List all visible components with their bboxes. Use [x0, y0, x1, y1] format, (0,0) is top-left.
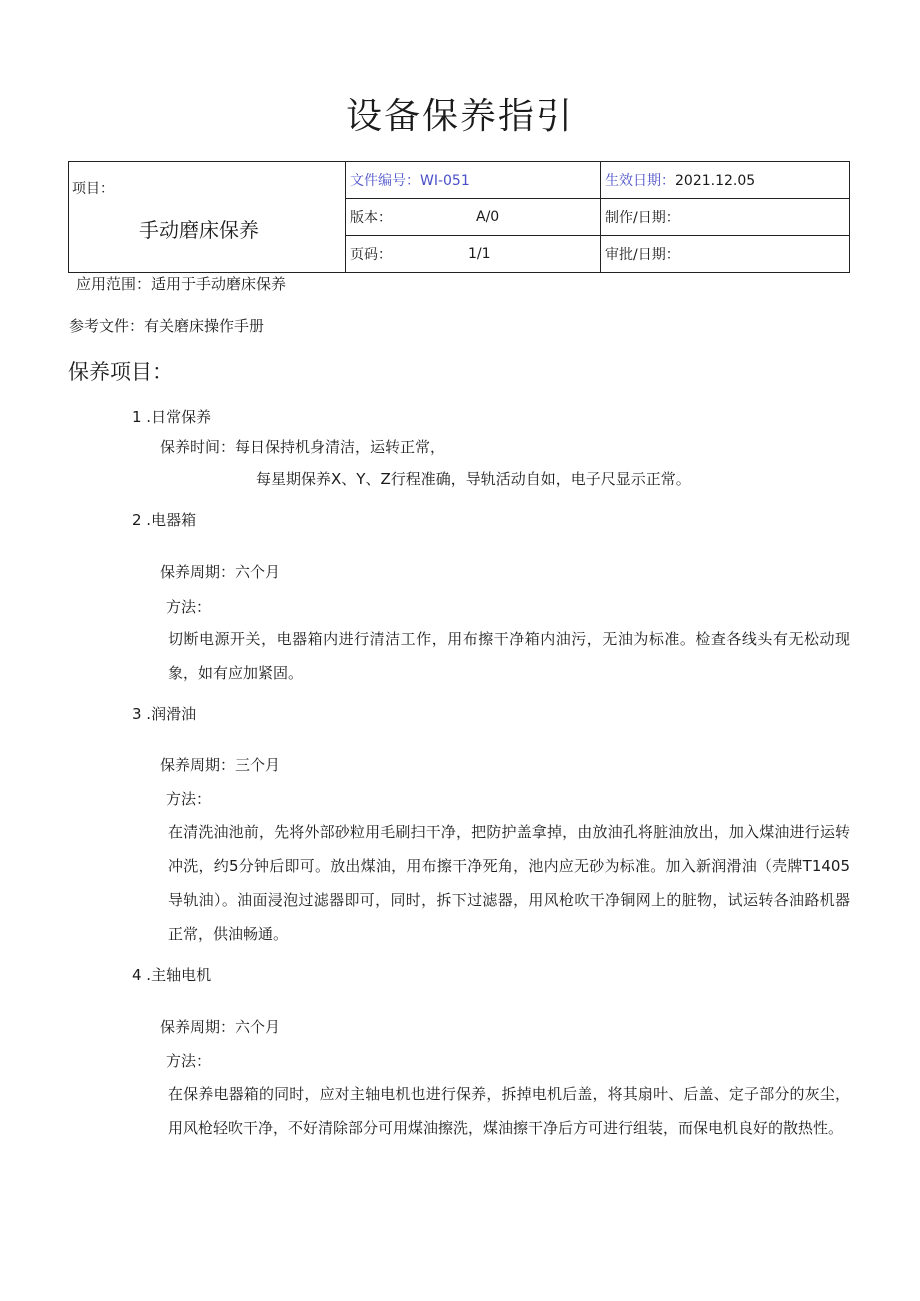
effective-date-value: 2021.12.05: [675, 173, 756, 189]
effective-date-cell: [601, 162, 850, 199]
method-text: 切断电源开关，电器箱内进行清洁工作，用布擦干净箱内油污，无油为标准。检查各线头有无松动现象，如有应加紧固。: [168, 630, 850, 682]
method-label: 方法：: [166, 790, 212, 808]
version-label: 版本：: [350, 210, 392, 226]
method-label: 方法：: [166, 598, 212, 616]
project-name: 手动磨床保养: [139, 218, 259, 242]
scope-text: 应用范围：适用于手动磨床保养: [76, 275, 287, 293]
project-label: 项目：: [72, 181, 114, 197]
item-heading: 4 .主轴电机: [132, 966, 212, 984]
approve-date-cell: [601, 236, 850, 273]
item-period: 保养周期：三个月: [160, 756, 281, 774]
item-heading: 3 .润滑油: [132, 705, 197, 723]
item-line: 每星期保养X、Y、Z行程准确，导轨活动自如，电子尺显示正常。: [256, 470, 691, 488]
method-label: 方法：: [166, 1052, 212, 1070]
doc-no-label: 文件编号：: [350, 173, 420, 189]
made-date-cell: [601, 199, 850, 236]
header-info-table: [68, 161, 850, 273]
item-heading: 1 .日常保养: [132, 408, 212, 426]
item-period: 保养周期：六个月: [160, 563, 281, 581]
page-cell: [346, 236, 601, 273]
version-value: A/0: [476, 209, 500, 225]
project-cell: [69, 162, 346, 273]
item-heading: 2 .电器箱: [132, 511, 197, 529]
item-period: 保养周期：六个月: [160, 1018, 281, 1036]
method-text: 在保养电器箱的同时，应对主轴电机也进行保养，拆掉电机后盖，将其扇叶、后盖、定子部分的灰尘，用风枪轻吹干净，不好清除部分可用煤油擦洗，煤油擦干净后方可进行组装，而保电机良好的散热性。: [168, 1085, 850, 1137]
effective-date-label: 生效日期：: [605, 173, 675, 189]
approve-date-label: 审批/日期：: [605, 247, 680, 263]
page-label: 页码：: [350, 247, 392, 263]
section-title: 保养项目：: [68, 360, 173, 384]
method-text: 在清洗油池前，先将外部砂粒用毛刷扫干净，把防护盖拿掉，由放油孔将脏油放出，加入煤油进行运转冲洗，约5分钟后即可。放出煤油，用布擦干净死角，池内应无砂为标准。加入新润滑油（壳牌T1405导轨油）。油面浸泡过滤器即可，同时，拆下过滤器，用风枪吹干净铜网上的脏物，试运转各油路机器正常，供油畅通。: [168, 823, 850, 943]
page-value: 1/1: [468, 246, 491, 262]
item-line: 保养时间：每日保持机身清洁，运转正常，: [160, 438, 446, 456]
document-title: 设备保养指引: [345, 96, 574, 137]
doc-no-cell: [346, 162, 601, 199]
made-date-label: 制作/日期：: [605, 210, 680, 226]
version-cell: [346, 199, 601, 236]
reference-text: 参考文件：有关磨床操作手册: [69, 317, 265, 335]
doc-no-value: WI-051: [420, 173, 470, 189]
